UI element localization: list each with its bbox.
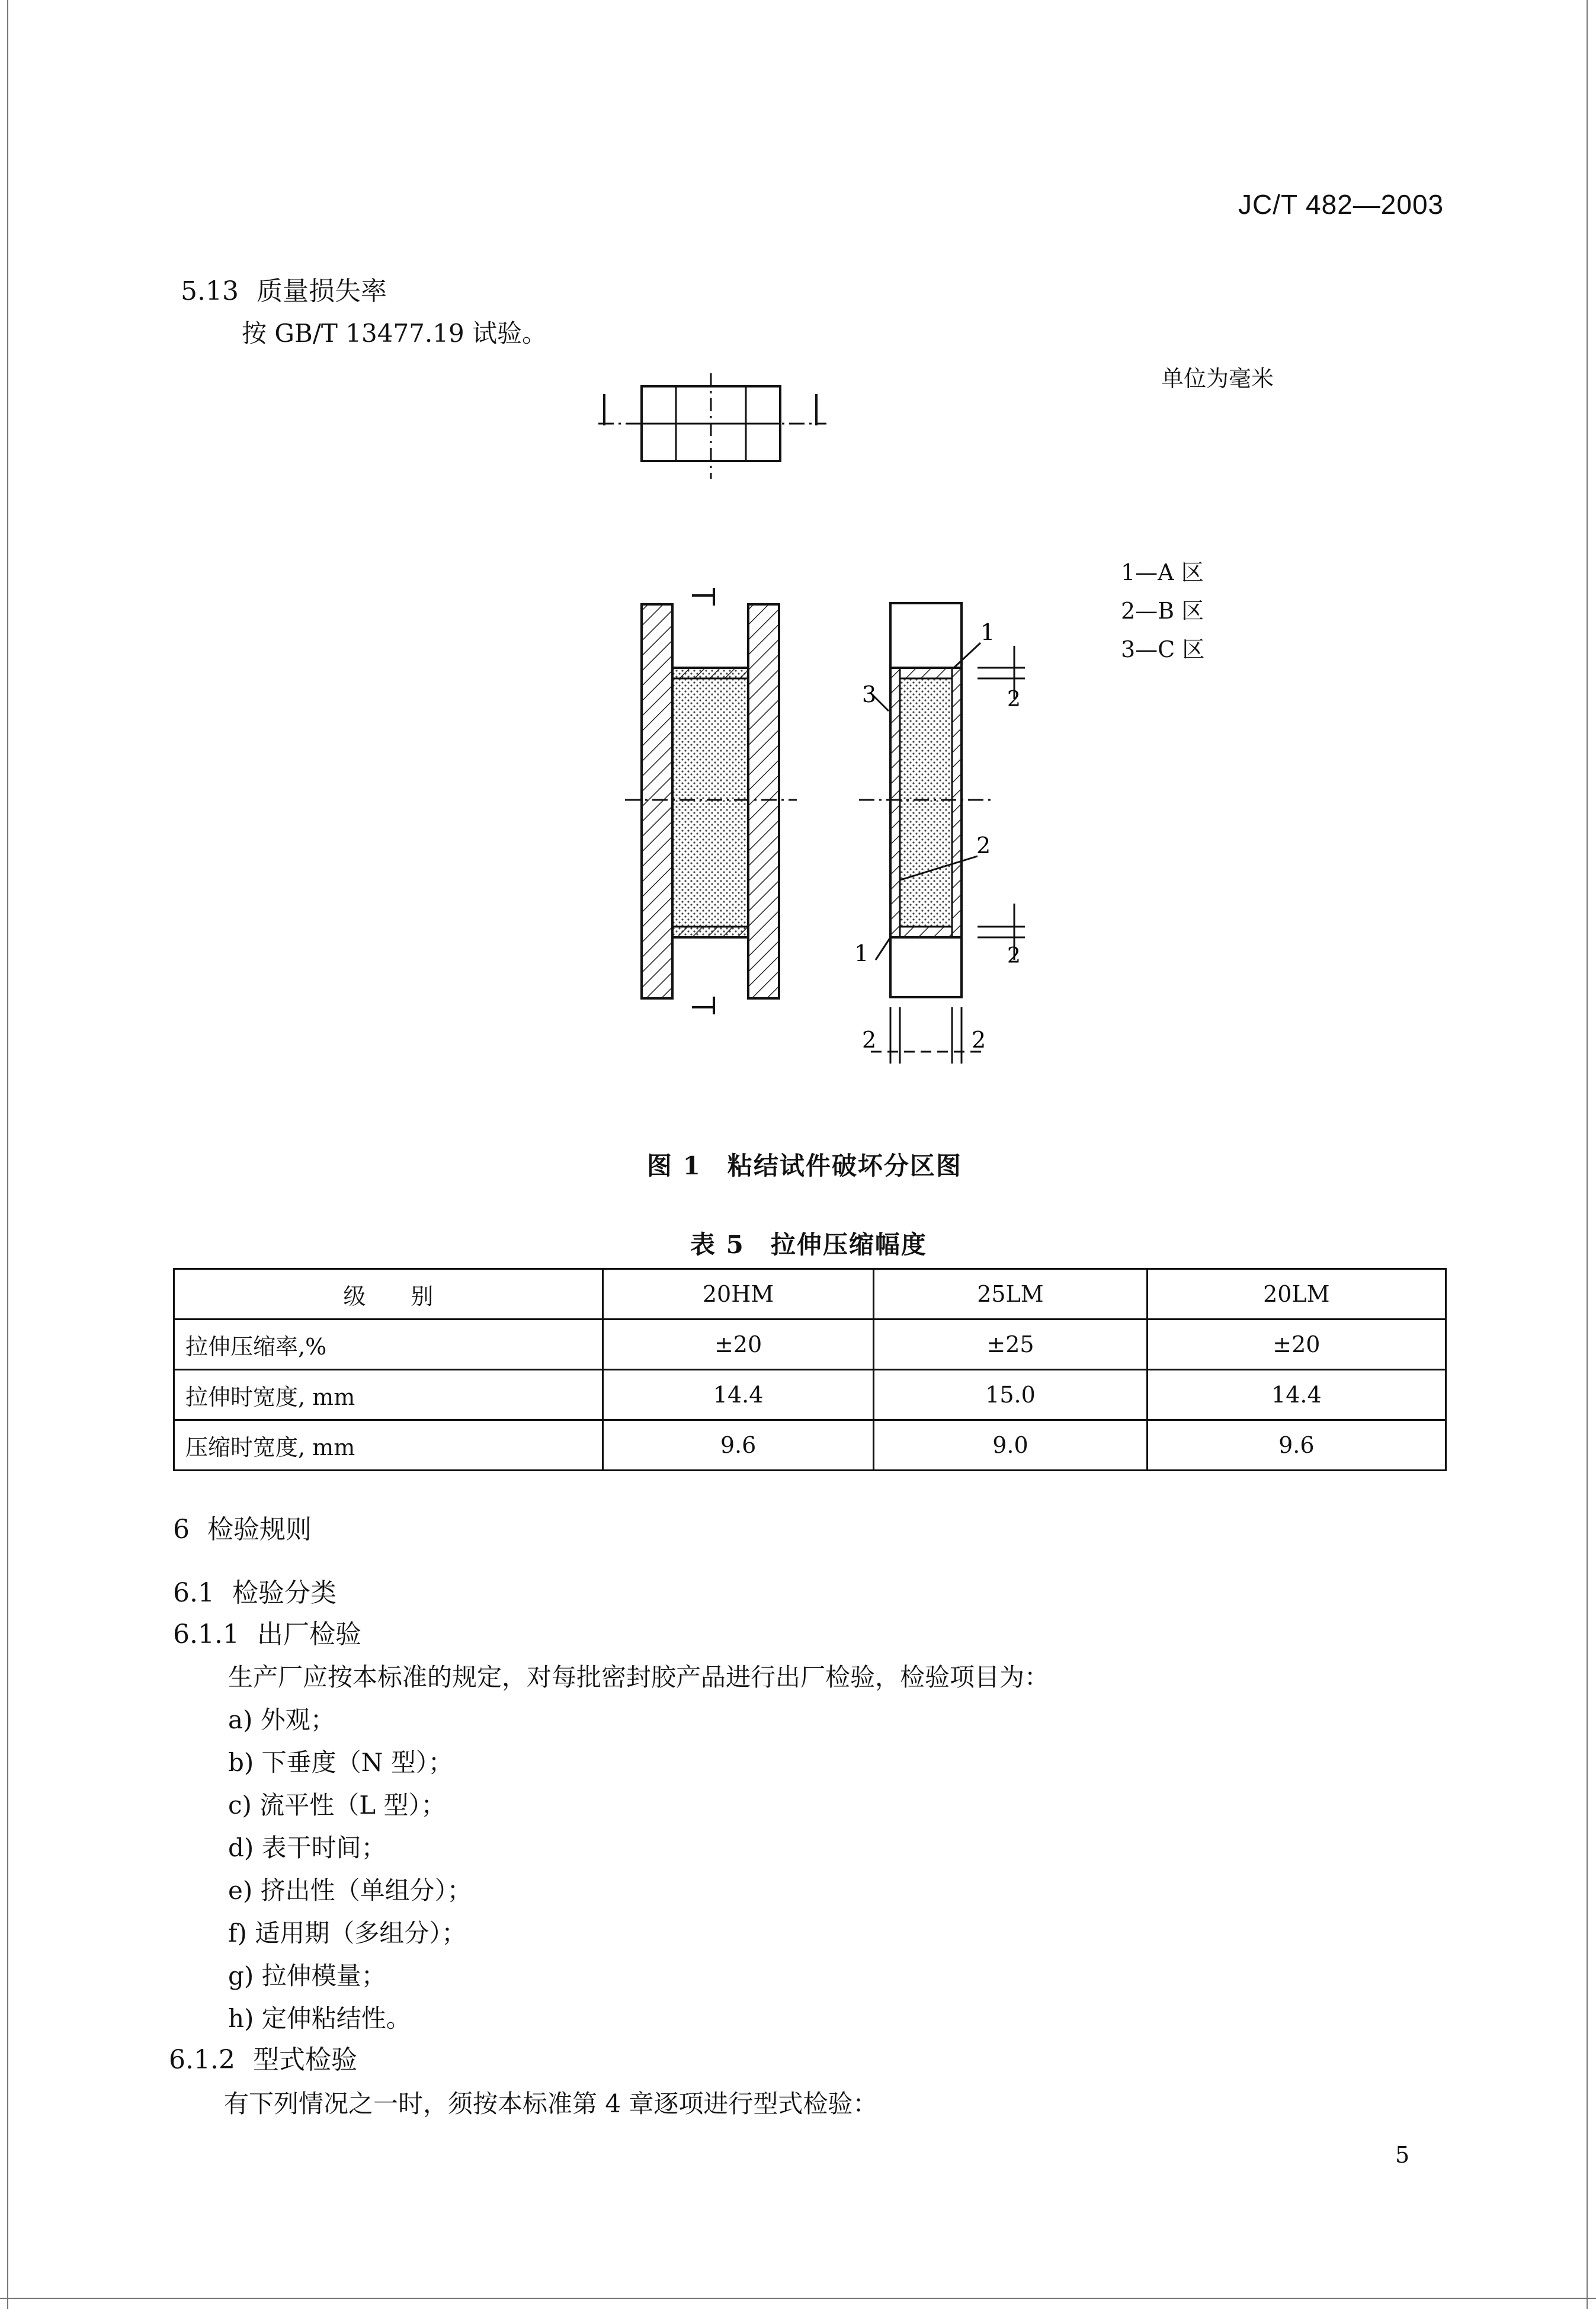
top-view [598,373,826,479]
table-cell: 9.6 [602,1420,873,1471]
section-6-heading [173,1508,312,1546]
table-header: 20HM [602,1269,873,1320]
specimen-view-right [859,603,1025,1064]
table-cell: ±25 [874,1320,1147,1370]
section-number: 5.13 [181,276,239,306]
section-number: 6.1.1 [173,1619,239,1650]
table-cell: ±20 [602,1320,873,1370]
section-6-1-2-heading [169,2038,357,2076]
table-header: 级 别 [174,1269,603,1320]
section-view-left [625,588,797,1014]
list-item: e) 挤出性（单组分）； [228,1876,472,1905]
section-6-1-2-intro: 有下列情况之一时，须按本标准第 4 章逐项进行型式检验： [224,2089,878,2118]
label-zone-1-top: 1 [980,619,995,645]
unit-note: 单位为毫米 [1161,366,1274,392]
table-5 [173,1268,1447,1471]
figure-1-drawing [0,0,1596,1126]
list-item: f) 适用期（多组分）； [228,1919,467,1948]
table-cell: 15.0 [874,1370,1147,1420]
section-title: 出厂检验 [257,1619,361,1650]
section-5-13-text: 按 GB/T 13477.19 试验。 [242,319,547,348]
standard-code: JC/T 482—2003 [1238,189,1444,220]
table-cell: 14.4 [1147,1370,1446,1420]
label-zone-3: 3 [862,681,877,707]
legend-item-a: 1—A 区 [1121,559,1204,585]
section-6-1-1-heading [173,1613,361,1651]
table-cell: 压缩时宽度, mm [174,1420,603,1471]
table-cell: 9.0 [874,1420,1147,1471]
table-title: 拉伸压缩幅度 [770,1230,927,1259]
table-5-caption [690,1225,927,1261]
label-dim-top: 2 [1007,687,1021,712]
section-title: 质量损失率 [256,276,387,306]
list-item: d) 表干时间； [228,1833,386,1862]
section-number: 6.1.2 [169,2045,235,2075]
page-number: 5 [1395,2142,1410,2168]
table-header: 25LM [874,1269,1147,1320]
table-cell: 14.4 [602,1370,873,1420]
figure-number: 图 1 [647,1151,701,1180]
table-cell: ±20 [1147,1320,1446,1370]
table-number: 表 5 [690,1230,745,1259]
label-dim-bottom: 2 [1007,944,1021,968]
list-item: b) 下垂度（N 型）； [228,1748,453,1777]
legend-item-b: 2—B 区 [1121,598,1204,624]
table-cell: 9.6 [1147,1420,1446,1471]
label-dim-left: 2 [862,1027,877,1053]
section-6-1-1-intro: 生产厂应按本标准的规定，对每批密封胶产品进行出厂检验，检验项目为： [228,1663,1050,1692]
section-title: 型式检验 [252,2045,357,2075]
list-item: c) 流平性（L 型）； [228,1791,446,1820]
section-number: 6.1 [173,1578,214,1608]
label-zone-2: 2 [976,832,991,859]
list-item: a) 外观； [228,1705,335,1734]
section-number: 6 [173,1514,190,1545]
section-title: 检验分类 [232,1578,336,1608]
table-cell: 拉伸压缩率,% [174,1320,603,1370]
table-row [174,1370,1446,1420]
figure-1-caption [647,1147,962,1182]
section-6-1-heading [173,1571,336,1609]
table-cell: 拉伸时宽度, mm [174,1370,603,1420]
table-row [174,1320,1446,1370]
label-dim-right: 2 [972,1027,986,1053]
table-header-row [174,1269,1446,1320]
figure-title: 粘结试件破坏分区图 [727,1151,962,1180]
legend-item-c: 3—C 区 [1121,636,1205,662]
label-zone-1-bottom: 1 [854,940,869,966]
table-header: 20LM [1147,1269,1446,1320]
list-item: h) 定伸粘结性。 [228,2004,411,2033]
table-row [174,1420,1446,1471]
list-item: g) 拉伸模量； [228,1961,386,1990]
section-title: 检验规则 [207,1514,312,1545]
scan-border-bottom [0,2298,1596,2299]
